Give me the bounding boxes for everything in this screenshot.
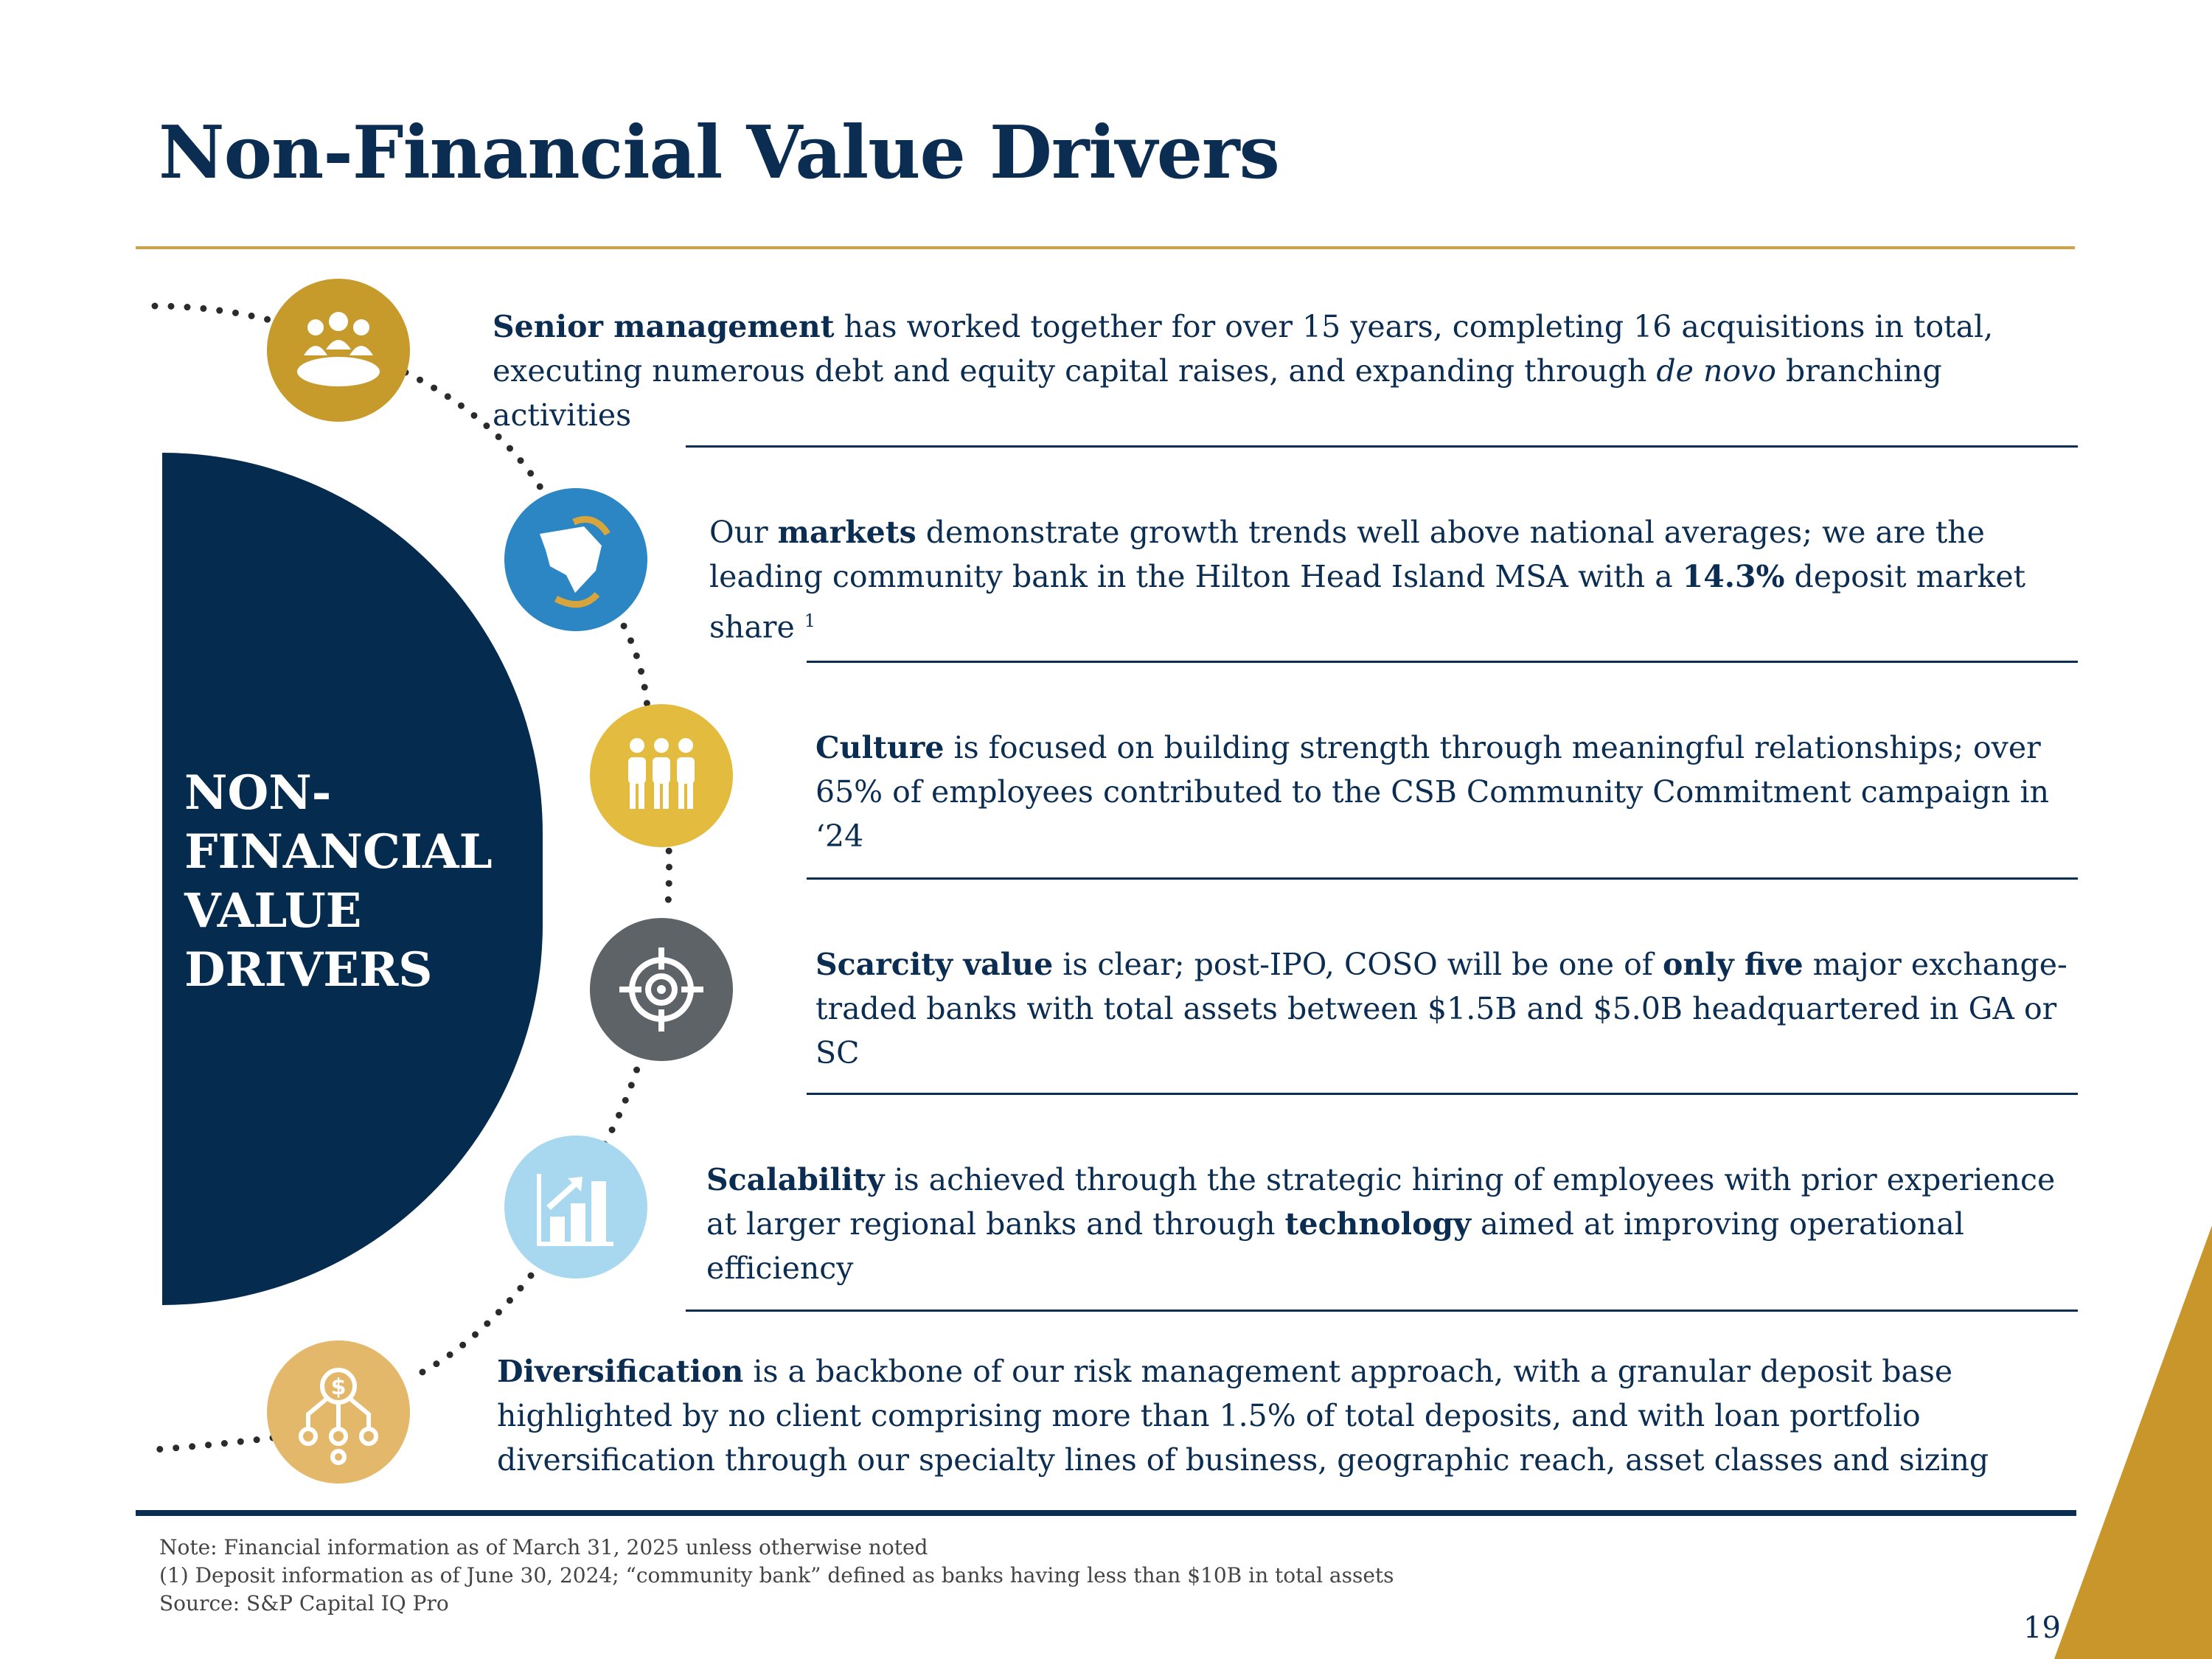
svg-text:$: $: [330, 1374, 347, 1400]
driver-text-italic: de novo: [1656, 353, 1776, 389]
driver-keyword: Diversification: [497, 1354, 744, 1389]
footnote-line: (1) Deposit information as of June 30, 2024; “community bank” defined as banks having less than $10B in total assets: [159, 1563, 1394, 1587]
page-title: Non-Financial Value Drivers: [159, 111, 1279, 195]
footnote-marker: 1: [804, 611, 816, 631]
driver-text: deposit market share: [709, 559, 2026, 645]
driver-text: is a backbone of our risk management approach, with a granular deposit base highlighted by no client comprising more than 1.5% of total deposits, and with loan portfolio diversification through our specialty lines of business, geographic reach, asset classes and sizing: [497, 1354, 1989, 1478]
driver-highlight-value: 14.3%: [1682, 559, 1785, 594]
driver-text: major exchange-traded banks with total assets between $1.5B and $5.0B headquartered in GA or SC: [815, 947, 2067, 1071]
driver-keyword: Scarcity value: [815, 947, 1054, 982]
driver-text: branching activities: [493, 353, 1942, 433]
driver-text: aimed at improving operational efficiency: [706, 1206, 1964, 1286]
page-number: 19: [2023, 1611, 2061, 1645]
driver-keyword: Culture: [815, 730, 945, 765]
driver-text: is clear; post-IPO, COSO will be one of: [1053, 947, 1663, 982]
footnote-line: Note: Financial information as of March 31, 2025 unless otherwise noted: [159, 1535, 928, 1559]
driver-highlight: only five: [1663, 947, 1804, 982]
driver-text: is achieved through the strategic hiring of employees with prior experience at larger regional banks and through: [706, 1162, 2056, 1242]
driver-keyword: Senior management: [493, 309, 835, 344]
driver-highlight: technology: [1284, 1206, 1471, 1242]
half-circle-label-line: NON-: [184, 765, 332, 821]
half-circle-label-line: VALUE: [184, 883, 362, 939]
driver-text: demonstrate growth trends well above national averages; we are the leading community bank in the Hilton Head Island MSA with a: [709, 515, 1985, 594]
driver-keyword: markets: [777, 515, 917, 550]
driver-text: Our: [709, 515, 778, 550]
driver-keyword: Scalability: [706, 1162, 885, 1197]
driver-text: has worked together for over 15 years, completing 16 acquisitions in total, executing numerous debt and equity capital raises, and expanding through: [493, 309, 1994, 389]
driver-text: is focused on building strength through meaningful relationships; over 65% of employees contributed to the CSB Community Commitment campaign in ‘24: [815, 730, 2050, 854]
footnote-line: Source: S&P Capital IQ Pro: [159, 1591, 449, 1615]
half-circle-label-line: DRIVERS: [184, 942, 433, 998]
half-circle-label-line: FINANCIAL: [184, 824, 493, 880]
